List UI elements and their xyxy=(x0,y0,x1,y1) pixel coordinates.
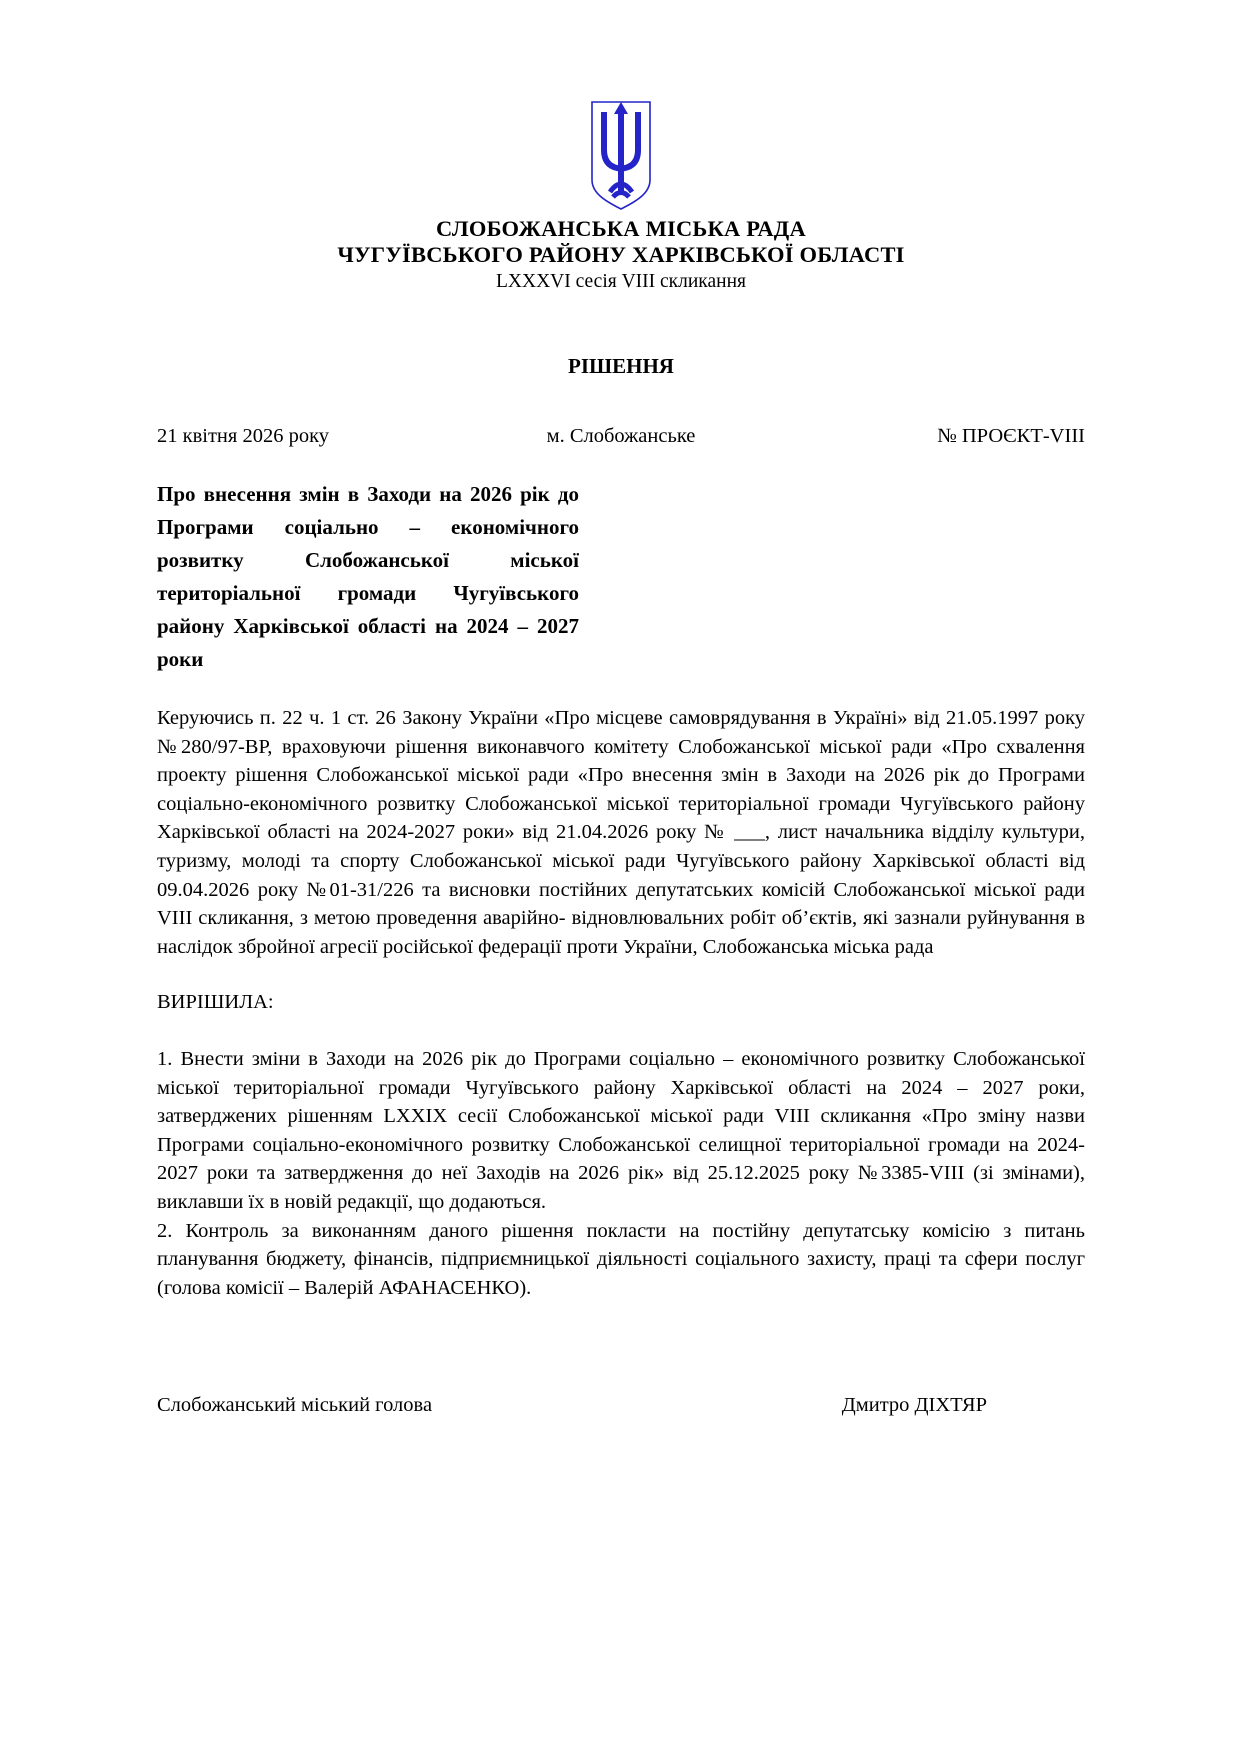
signature-row xyxy=(157,1394,1085,1417)
document-type-title: РІШЕННЯ xyxy=(568,354,674,378)
signer-name: Дмитро ДІХТЯР xyxy=(841,1394,987,1417)
resolution-item-2: 2. Контроль за виконанням даного рішення покласти на постійну депутатську комісію з питань планування бюджету, фінансів, підприємницької діяльності соціального захисту, праці та сфери послуг (голова комісії – Валерій АФАНАСЕНКО). xyxy=(157,1219,1085,1299)
ukraine-trident-icon xyxy=(588,100,654,212)
signer-title: Слобожанський міський голова xyxy=(157,1394,433,1417)
session-line: LXXXVI сесія VIII скликання xyxy=(496,271,746,292)
meta-row xyxy=(157,425,1085,448)
resolution-items xyxy=(157,1045,1085,1302)
document-number: № ПРОЄКТ-VIII xyxy=(937,425,1085,447)
preamble-paragraph: Керуючись п. 22 ч. 1 ст. 26 Закону України «Про місцеве самоврядування в Україні» від 21.05.1997 року №280/97-ВР, враховуючи рішення виконавчого комітету Слобожанської міської ради «Про схвалення проекту рішення Слобожанської міської ради «Про внесення змін в Заходи на 2026 рік до Програми соціально-економічного розвитку Слобожанської міської територіальної громади Чугуївського району Харківської області на 2024-2027 роки» від 21.04.2026 року № ___, лист начальника відділу культури, туризму, молоді та спорту Слобожанської міської ради Чугуївського району Харківської області від 09.04.2026 року №01-31/226 та висновки постійних депутатських комісій Слобожанської міської ради VIII скликання, з метою проведення аварійно- відновлювальних робіт об’єктів, які зазнали руйнування в наслідок збройної агресії російської федерації проти України, Слобожанська міська рада xyxy=(157,707,1085,958)
org-name-line1: СЛОБОЖАНСЬКА МІСЬКА РАДА xyxy=(436,216,806,241)
coat-of-arms xyxy=(157,100,1085,212)
resolution-item-1: 1. Внести зміни в Заходи на 2026 рік до Програми соціально – економічного розвитку Слобожанської міської територіальної громади Чугуївського району Харківської області на 2024 – 2027 роки, затверджених рішенням LXXIX сесії Слобожанської міської ради VIII скликання «Про зміну назви Програми соціально-економічного розвитку Слобожанської селищної територіальної громади на 2024-2027 роки та затвердження до неї Заходів на 2026 рік» від 25.12.2025 року №3385-VIII (зі змінами), виклавши їх в новій редакції, що додаються. xyxy=(157,1047,1085,1213)
document-date: 21 квітня 2026 року xyxy=(157,425,329,447)
org-name-line2: ЧУГУЇВСЬКОГО РАЙОНУ ХАРКІВСЬКОЇ ОБЛАСТІ xyxy=(337,242,905,267)
resolved-label: ВИРІШИЛА: xyxy=(157,991,274,1014)
subject-paragraph: Про внесення змін в Заходи на 2026 рік до Програми соціально – економічного розвитку Слобожанської міської територіальної громади Чугуївського району Харківської області на 2024 – 2027 роки xyxy=(157,482,579,671)
document-place: м. Слобожанське xyxy=(546,425,696,447)
